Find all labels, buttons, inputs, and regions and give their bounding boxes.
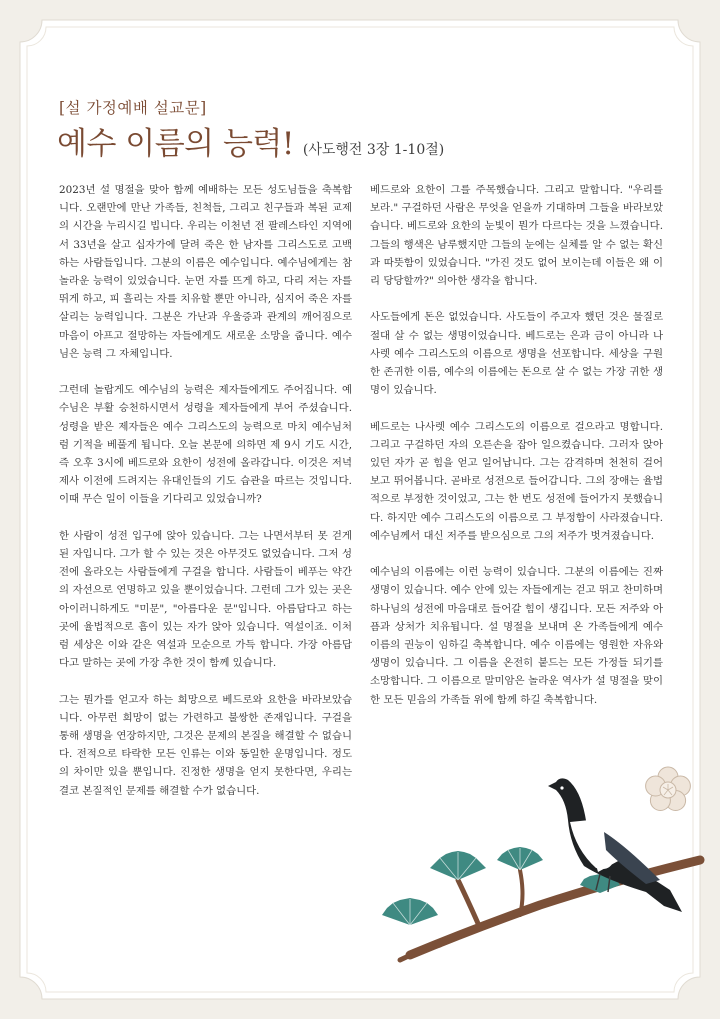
paragraph: 한 사람이 성전 입구에 앉아 있습니다. 그는 나면서부터 못 걷게 된 자입니다. 그가 할 수 있는 것은 아무것도 없었습니다. 그저 성전에 올라오는 사람들에게 구걸을 합니다. 사람들이 베푸는 약간의 자선으로 연명하고 있을 뿐이었습니다. 그런데 그가 있는 곳은 아이러니하게도 "미문", "아름다운 문"입니다. 아름답다고 하는 곳에 율법적으로 흠이 있는 자가 앉아 있습니다. 역설이죠. 이처럼 세상은 이와 같은 역설과 모순으로 가득 합니다. 가장 아름답다고 말하는 곳에 가장 추한 것이 함께 있습니다.	[59, 529, 352, 670]
paragraph: 2023년 설 명절을 맞아 함께 예배하는 모든 성도님들을 축복합니다. 오랜만에 만난 가족들, 친척들, 그리고 친구들과 복된 교제의 시간을 누리시길 빕니다. 우리는 이천년 전 팔레스타인 지역에서 33년을 살고 십자가에 달려 죽은 한 남자를 그리스도로 고백하는 사람들입니다. 그분의 이름은 예수입니다. 예수님에게는 참 놀라운 능력이 있었습니다. 눈먼 자를 뜨게 하고, 다리 저는 자를 뛰게 하고, 피 흘리는 자를 치유할 뿐만 아니라, 심지어 죽은 자를 살리는 능력입니다. 그분은 가난과 우울증과 관계의 깨어짐으로 마음이 아프고 절망하는 자들에게도 새로운 소망을 줍니다. 예수님은 능력 그 자체입니다.	[59, 184, 352, 360]
paragraph: 베드로와 요한이 그를 주목했습니다. 그리고 말합니다. "우리를 보라." 구걸하던 사람은 무엇을 얻을까 기대하며 그들을 바라보았습니다. 베드로와 요한의 눈빛이 뭔가 다르다는 것을 느꼈습니다. 그들의 행색은 남루했지만 그들의 눈에는 실체를 알 수 없는 확신과 따뜻함이 있었습니다. "가진 것도 없어 보이는데 이들은 왜 이리 당당할까?" 의아한 생각을 합니다.	[370, 184, 663, 288]
paragraph: 사도들에게 돈은 없었습니다. 사도들이 주고자 했던 것은 물질로 절대 살 수 없는 생명이었습니다. 베드로는 은과 금이 아니라 나사렛 예수 그리스도의 이름으로 생명을 선포합니다. 세상을 구원한 존귀한 이름, 예수의 이름에는 돈으로 살 수 없는 가장 귀한 생명이 있습니다.	[370, 311, 663, 397]
paragraph: 예수님의 이름에는 이런 능력이 있습니다. 그분의 이름에는 진짜 생명이 있습니다. 예수 안에 있는 자들에게는 걷고 뛰고 찬미하며 하나님의 성전에 마음대로 들어갈 힘이 생깁니다. 모든 저주와 아픔과 상처가 치유됩니다. 설 명절을 보내며 온 가족들에게 예수 이름의 권능이 임하길 축복합니다. 예수 이름에는 영원한 자유와 생명이 있습니다. 그 이름을 온전히 붙드는 모든 가정들 되기를 소망합니다. 그 이름으로 말미암은 놀라운 역사가 설 명절을 맞이한 모든 믿음의 가족들 위에 함께 하길 축복합니다.	[370, 566, 663, 706]
scripture-reference: (사도행전 3장 1-10절)	[302, 142, 445, 158]
sermon-title: 예수 이름의 능력!	[57, 126, 294, 162]
paragraph: 베드로는 나사렛 예수 그리스도의 이름으로 걸으라고 명합니다. 그리고 구걸하던 자의 오른손을 잡아 일으켰습니다. 그러자 앉아 있던 자가 곧 힘을 얻고 일어납니다. 그는 감격하며 천천히 걸어보고 뛰어봅니다. 곧바로 성전으로 들어갑니다. 그의 장애는 율법적으로 부정한 것이었고, 그는 한 번도 성전에 들어가지 못했습니다. 하지만 예수 그리스도의 이름으로 그 부정함이 사라졌습니다. 예수님께서 대신 저주를 받으심으로 그의 저주가 벗겨졌습니다.	[370, 420, 663, 542]
plum-blossom-icon	[646, 767, 691, 811]
pine-branch-icon	[382, 847, 700, 960]
sermon-category: [설 가정예배 설교문]	[59, 99, 207, 117]
paragraph: 그런데 놀랍게도 예수님의 능력은 제자들에게도 주어집니다. 예수님은 부활 승천하시면서 성령을 제자들에게 부어 주셨습니다. 성령을 받은 제자들은 예수 그리스도의 능력으로 마치 예수님처럼 기적을 베풀게 됩니다. 오늘 본문에 의하면 제 9시 기도 시간, 즉 오후 3시에 베드로와 요한이 성전에 올라갑니다. 이것은 저녁 제사 이전에 드려지는 유대인들의 기도 습관을 따르는 것입니다. 이때 무슨 일이 이들을 기다리고 있었습니까?	[59, 384, 352, 506]
paragraph: 그는 뭔가를 얻고자 하는 희망으로 베드로와 요한을 바라보았습니다. 아무런 희망이 없는 가련하고 불쌍한 존재입니다. 구걸을 통해 생명을 연장하지만, 그것은 문제의 본질을 해결할 수 없습니다. 전적으로 타락한 모든 인류는 이와 동일한 운명입니다. 정도의 차이만 있을 뿐입니다. 진정한 생명을 얻지 못한다면, 우리는 결코 본질적인 문제를 해결할 수가 없습니다.	[59, 693, 352, 797]
